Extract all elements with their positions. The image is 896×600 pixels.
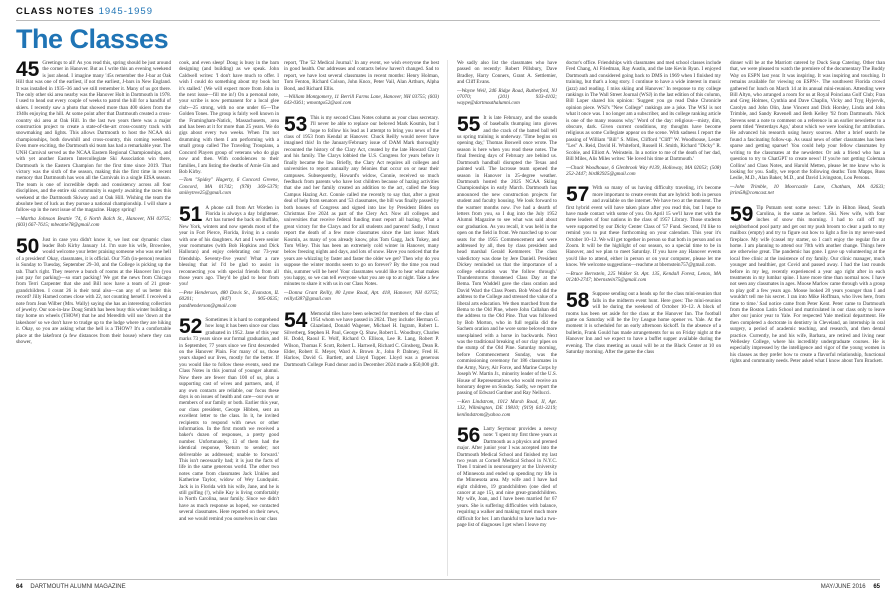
class-year-number: 54 <box>284 308 308 332</box>
entry-text: Larry Seymour provides a newsy note: 'I spent my first three years at Dartmouth as a physics and premed major. After junior year I was accepted into the Dartmouth Medical School and finished my last two years at Cornell Medical School in N.Y.C. Then I trained in neurosurgery at the University of Minnesota and ended up spending my life in the Minnesota area. My wife and I have had eight children, 19 grandchildren (one died of cancer at age 15), and nine great-grandchildren. My wife, Joan, and I have been married for 67 years. She is suffering difficulties with balance, requiring a walker and making travel much more difficult for her. I am thankful to have had a two-page list of diagnoses I get when I leave my <box>457 425 557 529</box>
column-2 <box>179 60 279 570</box>
entry-text: Suppose sending out a heads up for the class mini-reunion that falls in the midterm event hunt. Here goes: The mini-reunion will be during the weekend of October 10–12. A block of rooms has been set aside for the class at the Hanover Inn. The football game on Saturday will be the Ivy League home opener vs. Yale. At the moment it is scheduled for an early afternoon kickoff. In the absence of a bulletin, Frank Gould has made arrangements for us on Friday night at the Hanover Inn and we expect to have a buffet supper available during the evening. The class meeting as usual will be at the Black Center at 10 on Saturday morning. After the game the class <box>566 291 721 356</box>
class-entry-54 <box>284 308 439 369</box>
class-entry-45 <box>16 60 171 229</box>
issue-date: MAY/JUNE 2016 <box>820 584 866 590</box>
entry-text: It is late February, and the sounds of baseballs thumping into gloves and the crack of the batted ball tell us spring training is underway. 'Time begins on opening day,' Thomas Boswell once wrote. The season is here when you read these notes. The final freezing days of February are behind us. Dartmouth handball disrupted the Texas and painted wall. The lacrosse team opened the season in Hanover in 25-degree weather. Dartmouth hosted the 2025 NCAA Skiing Championships in early March. Dartmouth has announced the new construction projects for student and faculty housing. We look forward to the warmer months now. I've had a dearth of letters from you, so I dug into the July 1952 Alumni Magazine to see what was said about our graduation. As you recall, it was held in the open on the field in front. We marched up to our seats for the 1955 Commencement and were addressed by all, then by class president and head marshal Gerald Kemmerer. The class valedictory was done by Jere Daniell. President Dickey reminded us that the importance of a college education was 'the follow through.' Thunderstorms threatened Class Day at the Bema. Tom Waddell gave the class oration and David Ward the Class Poem. Bob Wood did the address to the College and stressed the value of a liberal arts education. We then marched from the Bema to the Old Pine, where John Callahan did the address to the Old Pine. That was followed by Bob Morton, who in full regalia did the Sachem oration and he wore some beloved more unexplained with a horse in backwards. Next was the traditional breaking of our clay pipes on the stump of the Old Pine. Saturday morning, before Commencement Sunday, was the commissioning ceremony for 186 classmates in the Army, Navy, Air Force, and Marine Corps by Joseph W. Martin Jr., minority leader of the U.S. House of Representatives who would receive an honorary degree on Sunday. Sadly, we report the passing of Edward Gardner and Ray Nellucci. <box>457 114 557 397</box>
column-6 <box>730 60 885 570</box>
entry-text: Just in case you didn't know it, we lost our dynamic class leader Bob Kirby January 14. I'm sure his wife, Brownlee, would welcome your letter praising someone who was one hell of a president! Okay, classmates, it is official. Our 75th (in-person) reunion is Sunday to Tuesday, September 29–30, and the College is picking up the tab. That's right. They reserve a bunch of rooms at the Hanover Inn (you just pay for parking)—so start packing! We got the news from Chicago from Terri Carpenter that she and Bill now have a team of 21 great-grandchildren. I count 26 is their total also—can any of us better this record? Jilly Harned comes close with 22, not counting herself. I received a note from Jean Wilber (Mrs. Wally) saying she has an interesting collection of jewelry. Our son-in-law Doug Smith has been busy this winter building a tiny home on wheels (THOW) that he and Meredith will use 'down at the lakeshore' so we don't have to trudge up to the lodge where they are hiking it. Okay, so you are asking what the hell is a THOW? It's a comfortable place at the lakefront (a few distances from their house) where they can shower, <box>16 236 171 346</box>
class-year-number: 58 <box>566 289 590 313</box>
section-years: 1945-1959 <box>98 6 153 17</box>
footer-left <box>16 584 126 590</box>
class-entry-56-cont <box>566 60 721 177</box>
entry-text: Memorial tiles have been selected for members of the class of 1954 whom we have passed in 2024. They include: Herman G. Glazeland, Donald Wagener, Michael H. Ingram, Robert L. Silverberg, Stephen H. Paul, George Q. Shaw, Robert L. Woodbury, Charles H. Dodd, Raoul E. Wolf, Richard O. Ellison, Lee R. Lang, Robert P. Wilson, Thomas F. Scott, Robert L. Hartwell, Richard C. Ginsberg, Dean R. Elder, Robert E. Meyer, Ward A. Brown Jr., John P. Dabney, Fred H. Harlow, David G. Bartlett, and Lloyd Tupper. Lloyd was a generous Dartmouth College Fund donor and in December 2024 made a $50,000 gift. <box>284 310 439 368</box>
column-4 <box>457 60 557 570</box>
class-entry-51 <box>179 202 279 310</box>
entry-text: A phone call from Art Worden in Florida is always a day brightener. Art has turned the back on Buffalo, New York, winters and now spends most of the year in Fort Pierce, Florida, living in a condo with one of his daughters. Art and I were senior year roommates (with Bob Hopkins and Dick Halloran) and enjoy celebrating our 73-year friendship. Seventy-five years! What a rare blessing that is! I'd be glad to assist in reconnecting you with special friends from all those years ago. They'd be glad to hear from you! <box>179 204 279 288</box>
entry-text: With so many of us having difficulty traveling, it's become more important to create events that are hybrid: both in person and available on the internet. We have two at the moment. The first hybrid event will have taken place after you read this, but I hope to have made contact with some of you. On April 15 we'll have met with the three leaders of four nations in the class of 1957 Library. Those students were supported by our Dicky Center Class of '57 Fund. Second, I'd like to remind you to put these forthcoming on your calendars. This year it's October 10–12. We will get together in person so that both in person and on Zoom. It will be the highlight of our season, so a special time to be in Hanover, and we plan to meet Saturday. If you have any Hanover events you'd like to attend, either in person or on your computer, please let me know. We welcome suggestions—reachme at bbernstein757@gmail.com. <box>566 185 721 269</box>
top-rule <box>16 20 880 21</box>
class-entry-59 <box>730 202 885 365</box>
bottom-rule <box>16 579 880 580</box>
right-page-number: 65 <box>873 584 880 590</box>
class-year-number: 45 <box>16 60 40 81</box>
page-footer <box>16 582 880 594</box>
class-entry-52-cont <box>284 60 439 107</box>
entry-signature: —Wayne Weil, 246 Ridge Road, Rutherford, NJ 07070; (201) 933-4102; waype@dartmouthalumni.com <box>457 87 557 107</box>
class-year-number: 56 <box>457 423 481 447</box>
entry-text: doctor's office. Friendships with classmates and med school classes include Fred Chang, Al Friedman, Ray Austin, and the late Kevin Ryan. I enjoyed Dartmouth and considered going back to DMS in 1969 when I finished my training, but that's a long story. I continue to have a wide interest in music (jazz) and reading. I miss skiing and Hanover.' In response to my college rankings in The Wall Street Journal (WSJ) in the last edition of this column, Bill Loper shared his opinion: 'Suggest you go read Duke Chronicle opinion piece. WSJ's "New College" rankings are a joke. The WSJ is not what it once was. I no longer am a subscriber, and its college ranking article is one of the many reasons why.' Word of the day: religious—misty, dim, obscure, dark. Given current conditions, my thoughts have become religious as some Collegiate appear on the scene. With sadness I report the passing of William "Bill" S. Miles, Clifford "Cliff" W. Woodhouse, Lester "Les" A. Reid, David H. Whiteford, Russell H. Smith, Richard "Dicky" R. Scobie, and Elliott A. Weinstein. In a notice to me of the death of her dad, Bill Miles, Alis Miles writes: 'He loved his time at Dartmouth.' <box>566 60 721 163</box>
column-1 <box>16 60 171 570</box>
class-entry-58 <box>566 291 721 355</box>
entry-text: report, 'The '52 Medical Journal.' In any event, we wish everyone the best in good health. Our addresses and contacts below haven't changed. Sad to report, we have lost several classmates in recent months: Henry Holman, Tom Fenton, Richard Colson, John Knox, Peter Vail, Alan Arthurs, Alpha Bond, and Richard Ellis. <box>284 60 439 92</box>
class-entry-53 <box>284 112 439 303</box>
entry-text: Tip Putnam sent some news: 'Life in Hilton Head, South Carolina, is the same as before. Ski. New wife, with four inches of snow this morning. I had to call off my neighborhood pool party and get out my push broom to clear a path to my mailbox (empty) and try to figure out how to light a fire in my never-used fireplace. My wife (cassel my starter, so I can't enjoy the regular fire at home. I am planning to attend our 70th with another change. Things here are otherwise great. The pandemic has gone. I gave up volunteering at the local free clinic at the insistence of my family. Our clinic manager, much younger and healthier, got Covid and passed away. I had the last rounds before in my leg, recently experienced a year ago right after in each treatments in my lumbar spine. I have more time than normal now. I have not seen any classmates in ages. Moose Marlow came through with a group to play golf a few years ago. Moose looked 20 years younger than I and wouldn't tell me his secret. I ran into Mike Hoffman, who lives here, from time to time.' Sad notice came from Peter Kent. Peter came to Dartmouth from the Boston Latin School and matriculated in our class only to leave after our junior year to Yale. For respected Yale medical department. He then completed a doctorate in dentistry in Cleveland, an internship in oral surgery, a period of academic teaching, and research, and then dental practice. Currently, he and his wife, Barbara, are retired and living near Wellesley College, where his incredibly undergraduate courses. He is especially impressed by the intelligence and vigor of the young women in his classes as they prefer how to create a flavorful relationship, functional rights and community needs. Peter asked what I know about Tom Brackett. <box>730 204 885 365</box>
page-gutter <box>447 60 448 576</box>
class-year-number: 57 <box>566 183 590 207</box>
entry-signature: —John Trimble, 10 Moorcastle Lane, Chatham, MA 02633; jtrim58@comcast.net <box>730 183 885 197</box>
column-3 <box>284 60 439 570</box>
section-label: CLASS NOTES <box>16 6 95 17</box>
class-entry-57 <box>566 185 721 283</box>
entry-text: Greetings to all! As you read this, spring should be just around the corner in Hanover. But as I write this an evening weekend is just ahead. I imagine many '45s remember the J-bar at Oak Hill that was one of the earliest, if not the earliest, J-bars in New England. It was installed in 1935–36 and we still remember it. Many of us got there. The only other ski area nearby was the Hanover Holt in Dartmouth in 1978. I used to head out every couple of weeks to patrol the hill for a handful of skiers. I recently saw a photo that showed more than 400 skiers from the 1940s enjoying the hill. At some point after that Dartmouth created a cross-country ski area at Oak Hill. In the last two years there was a major construction project to create a state-of-the-art cross-country track with snowmaking and lights. This allows Dartmouth to host the NCAA ski championships, both downhill and cross-country, this coming weekend. Even more exciting, the Dartmouth ski team has had a remarkable year. The UNH Carnival served as the NCAA Eastern Regional Championships, and with yet another Eastern Intercollegiate Ski Association win there, Dartmouth is the Eastern Champion for the first time since 2019. That victory was the sixth of the season, making this the first time in recent memory that Dartmouth has won all the Carnivals in a single EISA season. The team is one of incredible depth and consistency across all four disciplines, and the entire ski community is eagerly awaiting the races this weekend at the Dartmouth Skiway and at Oak Hill. Wishing the team the absolute best of luck as they pursue a national championship. I will share a follow-up in the next issue of the magazine. Happy spring! <box>16 60 171 214</box>
entry-text: cook, and even sleep! Doug is busy in the barn designing (and building) as we speak. John Caldwell writes: 'I don't have much to offer. I wish I could do something about my book but it's stalled.' (We will expect more from John in the next issue—fill me in!) On a personal note, your scribe is now permanent for a local glee club—25 strong, with no one under 65—The Golden Tones. The group is fairly well known in the Framingham-Natick, Massachusetts, area and has been at it for more than 25 years. We do gigs about every two weeks. When I'm not drumming with them I am performing with a small group called The Traveling Troupians, a Concord Players group of veterans who do gigs now and then. With condolences to their families, I am listing the deaths of Arnie Gin and Bob Kirby. <box>179 60 279 175</box>
class-year-number: 55 <box>457 112 481 136</box>
entry-signature: —Bruce Bernstein, 225 Walker St. Apt. 135, Kendall Forest, Lenox, MA 01240-2747; bbernstein75@gmail.com <box>566 270 721 283</box>
class-year-number: 53 <box>284 112 308 136</box>
class-entry-55 <box>457 112 557 418</box>
class-entry-50 <box>16 234 171 346</box>
entry-text: We sadly also list the classmates who have passed on recently: Robert Pillsbury, Dave Bradley, Harry Conners, Grant A. Settlemier, and Cliff Evans. <box>457 60 557 86</box>
entry-text: Sometimes it is hard to comprehend how long it has been since our class graduated in 1952. Jane of this year marks 73 years since our formal graduation, and in September, 77 years since we first descended on the Hanover Plain. For many of us, those years shaped our lives, mostly for the better. If you would like to follow these events, send me Class Notes in this journal of younger alumni. Now there are fewer than 100 of us, plus a supporting cast of wives and partners, and, if any own contacts are reliable, our focus these days is on issues of health and care—our own or members of our family or both. Earlier this year, our class president, George Hibben, sent an excellent letter to the class. In it, he invited recipients to respond with news or other information. In the first month we received a baker's dozen of responses, a pretty good number. Unfortunately, 13 of them had the identical response, 'Return to sender; not deliverable as addressed; unable to forward.' This isn't necessarily bad; it is just the facts of life in the same generous world. The other two notes came from classmates Jack Unkles and Katherine Taylor, widow of Wey Lundquist. Jack is in Florida with his wife, Jane, and he is still golfing (!), while Kay is living comfortably in North Carolina, near family. Since we didn't have as much response as hoped, we contacted several classmates. Here reported on their news, and we would remind you ourselves in our class <box>179 317 279 522</box>
class-year-number: 52 <box>179 315 203 339</box>
entry-signature: —William Montgomery, 11 Berrill Farms Lane, Hanover, NH 03755; (603) 643-0361; wmontgo52@aol.com <box>284 94 439 107</box>
class-entry-50-cont <box>179 60 279 197</box>
class-entry-54-cont <box>457 60 557 107</box>
class-entry-56 <box>457 423 557 529</box>
class-year-number: 59 <box>730 202 754 226</box>
class-year-number: 51 <box>179 202 203 226</box>
column-5 <box>566 60 721 570</box>
class-year-number: 50 <box>16 234 40 258</box>
entry-signature: —Chuck Woodhouse, 6 Glenbrook Way #139, Holloway, MA 02053; (508) 252-2447; bird82925@gmail.com <box>566 164 721 177</box>
class-entry-52 <box>179 317 279 522</box>
section-header <box>16 6 153 24</box>
entry-signature: —Ken Lindstrom, 1012 Marsh Road, II, Apt. 132, Wilmington, DE 19810; (919) 641-3219; kenlindstrom@yahoo.com <box>457 398 557 418</box>
page-title: The Classes <box>16 24 169 54</box>
entry-text: dinner will be at the Marriott catered by Duck Soup Catering. Other than that, we were pleased to watch the premiere of the documentary The Buddy Way on ESPN last year. It was inspiring. It was inspiring and touching. It remains available for viewing on ESPN+. The southwest Florida crowd gathered for lunch on March 14 at its annual mini-reunion. Attending were Bill Altyn, who arranged a room for us at Royal Poinciana Golf Club; Fran and Greg Holmes, Cynthia and Dave Chaplin, Vicky and Tryg Hyjervik, Carolyn and John Olin, Jane Vincent and Dick Horsley, Linda and John Trimble, and Sandy Ravenell and Beth Kelley '92 from Dartmouth. Nick Stevens sent a note to comment on a reference in an earlier newsletter to a poem titled 'Yesterdays Ago,' about which we were looking for attribution. He advanced his research using heavy sources. After a brief search he found a fascinating follow-up. As usual news of other classmates has been sparse and getting sparser! You could help your fellow classmates by writing to the classmates at the newsletter. Or ask a friend who has a question to try to ChatGPT to create news! If you're not getting Coleman Collins' and Class Notes, and Harold Metten, please let me know who is looking for you. Sadly, we report the following deaths: Tom Mapps, Russ Leslie, M.D., Alan Baker, M.D., and David Livingston, Lou Persons. <box>730 60 885 182</box>
left-page-number: 64 <box>16 584 23 590</box>
entry-signature: —Donna Grant Reilly, 80 Lyme Road, Apt. 418, Hanover, NH 03755; reilly4387@gmail.com <box>284 289 439 303</box>
entry-signature: —Tom "Spidey" Hagerty, 6 Concord Greene, Concord, MA 01742; (978) 369-5379; smileytree25@gmail.com <box>179 177 279 197</box>
entry-signature: —Pete Henderson, 480 Davis St., Evanston, IL 60201; (847) 905-0635; pandhenderson@gmail.com <box>179 289 279 309</box>
class-entry-58-cont <box>730 60 885 197</box>
entry-text: This is my second Class Notes column as your class secretary. I'll never be able to replace our beloved Mark Kosmin, but I hope to follow his lead as I attempt to bring you news of the class of 1953 from Kendal at Hanover. Chuck Reilly would never have imagined this! In the January/February issue of DAM Mark thoroughly recounted the history of the Clary Act, created by the late Howard Clary and his family. The Clarys lobbied the U.S. Congress for years before it finally became the law. Briefly, the Clary Act requires all colleges and universities to report annually any felonies that occur on or near their campuses. Subsequently, Howard's widow, Connie, received so much feedback from parents who have lost children because of hazing activities that she and her family created an addition to the act, called the Stop Campus Hazing Act. Connie called me recently to say that, after a great deal of help from senators and '53 classmates, the bill was finally passed by both houses of Congress and signed into law by President Biden on Christmas Eve 2024 as part of the Clery Act. Now all colleges and universities that receive federal funding must report all hazing. What a great victory for the Clarys and for all students and parents! Sadly, I must report the death of a few more classmates since the last issue: Mark Kosmin, as many of you already know, plus Tom Gagg, Jack Tukey, and Tom Wiley. This has been an extremely cold winter in Hanover, many below freezing nights and days, and lots of snow. Have you noticed that the years are whizzing by faster and faster the older we get? Then why do you suppose the winter months seem to go on forever? By the time you read this, summer will be here! Your classmates would like to hear what makes you happy, so we can tell everyone what you are up to at night. Take a few minutes to share it with us in our Class Notes. <box>284 114 439 288</box>
footer-right <box>821 584 880 590</box>
entry-signature: —Martha Johnson Beattie '74, 6 North Balch St., Hanover, NH 03755; (603) 667-7615; mbeattie78@gmail.com <box>16 215 171 229</box>
publication-name: DARTMOUTH ALUMNI MAGAZINE <box>30 584 126 590</box>
